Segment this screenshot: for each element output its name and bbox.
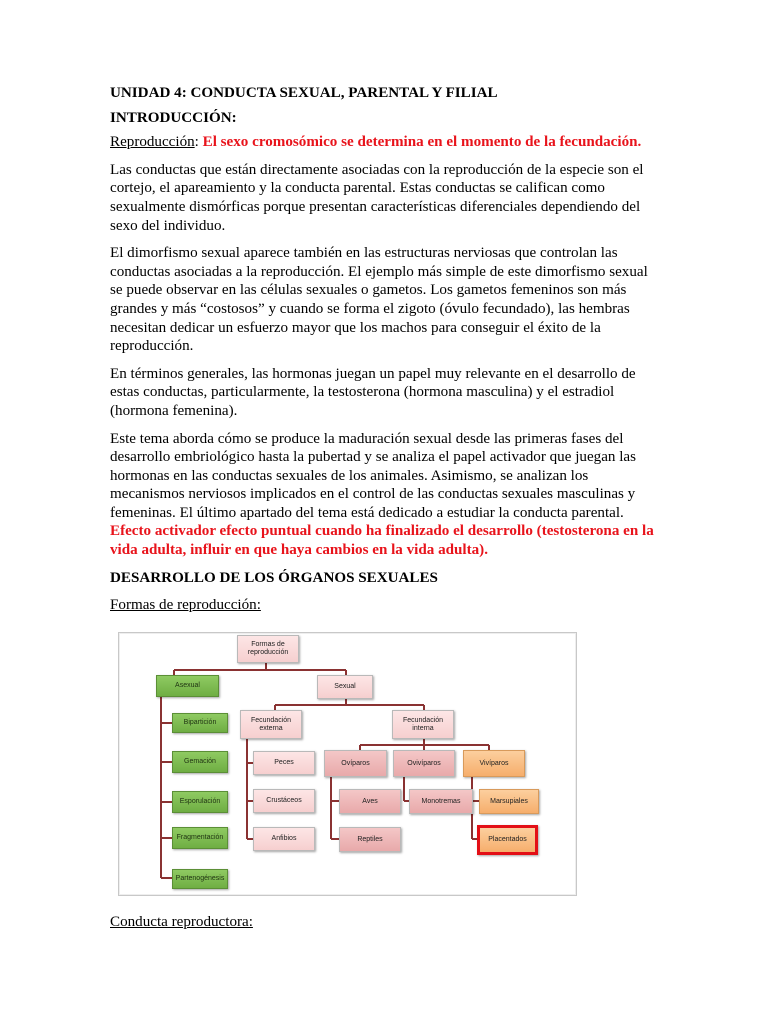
node-aves: Aves — [339, 789, 401, 814]
node-fragmentacion: Fragmentación — [172, 827, 228, 849]
reproduction-line — [110, 133, 658, 152]
activator-note: Efecto activador efecto puntual cuando ha finalizado el desarrollo (testosterona en la vida adulta, influir en que haya cambios en la vida adulta). — [110, 523, 654, 559]
section-heading: DESARROLLO DE LOS ÓRGANOS SEXUALES — [110, 569, 438, 586]
node-gemacion: Gemación — [172, 751, 228, 773]
node-biparticion: Bipartición — [172, 713, 228, 733]
paragraph: Las conductas que están directamente asociadas con la reproducción de la especie son el cortejo, el apareamiento y la conducta parental. Estas conductas se califican como sexualmente dismórficas porque presentan características diferenciales dependiendo del sexo del individuo. — [110, 161, 644, 234]
paragraph: El dimorfismo sexual aparece también en las estructuras nerviosas que controlan las conductas asociadas a la reproducción. El ejemplo más simple de este dimorfismo sexual se puede observar en las células sexuales o gametos. Los gametos femeninos son más grandes y más “costosos” y cuando se forma el zigoto (óvulo fecundado), las hembras necesitan dedicar un esfuerzo mayor que los machos para conseguir el éxito de la reproducción. — [110, 245, 648, 355]
node-fecundacion-externa: Fecundación externa — [240, 710, 302, 739]
node-ovoviviparos: Ovivíparos — [393, 750, 455, 777]
formas-label: Formas de reproducción: — [110, 597, 261, 614]
node-marsupiales: Marsupiales — [479, 789, 539, 814]
node-peces: Peces — [253, 751, 315, 775]
node-partenogenesis: Partenogénesis — [172, 869, 228, 889]
node-oviparos: Ovíparos — [324, 750, 387, 777]
node-asexual: Asexual — [156, 675, 219, 697]
paragraph: Este tema aborda cómo se produce la maduración sexual desde las primeras fases del desarrollo embriológico hasta la pubertad y se analiza el papel activador que juegan las hormonas en las conductas sexuales de los animales. Asimismo, se analizan los mecanismos nerviosos implicados en el control de las conductas sexuales masculinas y femeninas. El último apartado del tema está dedicado a estudiar la conducta parental. — [110, 430, 636, 521]
paragraph: En términos generales, las hormonas juegan un papel muy relevante en el desarrollo de estas conductas, particularmente, la testosterona (hormona masculina) y el estradiol (hormona femenina). — [110, 365, 636, 419]
unit-title: UNIDAD 4: CONDUCTA SEXUAL, PARENTAL Y FILIAL — [110, 85, 498, 101]
reproduction-highlight: El sexo cromosómico se determina en el momento de la fecundación. — [198, 134, 642, 151]
node-root: Formas de reproducción — [237, 635, 299, 663]
node-fecundacion-interna: Fecundación interna — [392, 710, 454, 739]
node-monotremas: Monotremas — [409, 789, 473, 814]
node-placentados: Placentados — [477, 825, 538, 855]
reproduction-colon: : — [194, 134, 199, 151]
node-reptiles: Reptiles — [339, 827, 401, 852]
conducta-label: Conducta reproductora: — [110, 914, 253, 930]
document-body — [110, 84, 658, 624]
node-anfibios: Anfibios — [253, 827, 315, 851]
reproduction-label: Reproducción — [110, 134, 195, 151]
node-sexual: Sexual — [317, 675, 373, 699]
node-crustaceos: Crustáceos — [253, 789, 315, 813]
reproduction-diagram — [118, 632, 577, 896]
node-viviparos: Vivíparos — [463, 750, 525, 777]
intro-heading: INTRODUCCIÓN: — [110, 109, 237, 126]
node-esporulacion: Esporulación — [172, 791, 228, 813]
